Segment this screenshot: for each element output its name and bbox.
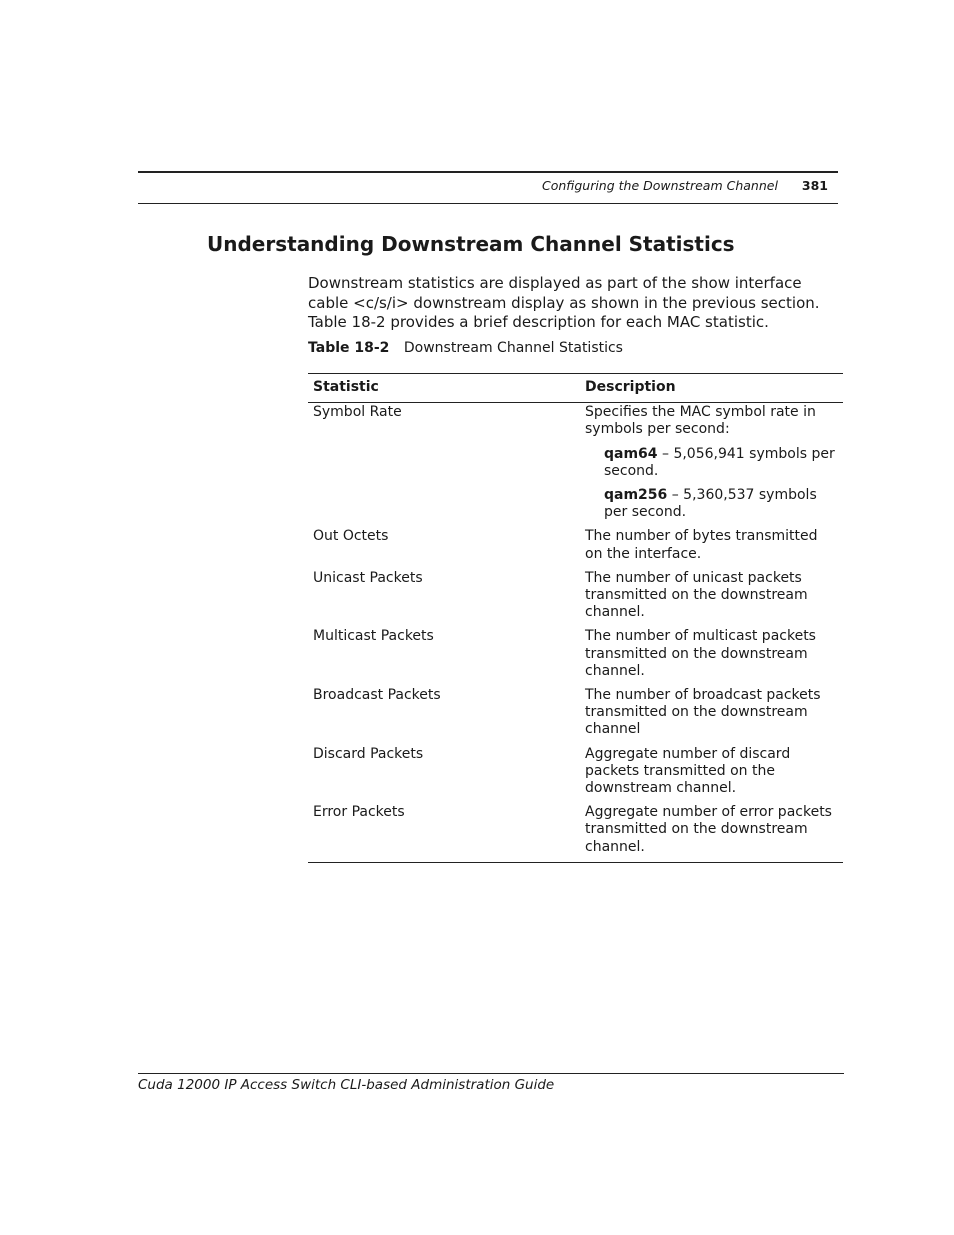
description-cell: Aggregate number of discard packets transmitted on the downstream channel.	[585, 745, 791, 797]
footer-text: Cuda 12000 IP Access Switch CLI-based Administration Guide	[138, 1077, 555, 1093]
table-caption-title: Downstream Channel Statistics	[403, 340, 623, 356]
statistic-cell: Discard Packets	[313, 745, 424, 762]
table-row	[308, 746, 843, 805]
description-cell: The number of broadcast packets transmitted on the downstream channel	[585, 687, 821, 738]
table-row	[308, 687, 843, 746]
table-caption-number: Table 18-2	[308, 340, 390, 356]
table-row	[308, 403, 843, 529]
statistic-cell: Symbol Rate	[313, 404, 402, 421]
table-row	[308, 628, 843, 687]
header-description: Description	[580, 374, 843, 403]
footer-rule	[138, 1073, 844, 1074]
description-cell: The number of multicast packets transmitted on the downstream channel.	[585, 628, 816, 679]
chapter-title: Configuring the Downstream Channel	[541, 178, 778, 193]
table-row	[308, 528, 843, 569]
table-row	[308, 804, 843, 862]
intro-paragraph: Downstream statistics are displayed as part of the show interface cable <c/s/i> downstream display as shown in the previous section. Table 18-2 provides a brief description for each MAC statistic.	[308, 274, 820, 332]
statistics-table	[308, 373, 843, 863]
statistic-cell: Unicast Packets	[313, 569, 423, 586]
description-text: Specifies the MAC symbol rate in symbols per second:	[585, 404, 816, 438]
sub-item	[585, 446, 838, 480]
table-header-row	[308, 374, 843, 403]
statistic-cell: Multicast Packets	[313, 628, 434, 645]
header-bottom-rule	[138, 203, 838, 204]
sub-item-term: qam256	[604, 487, 668, 504]
sub-item-term: qam64	[604, 445, 658, 462]
description-cell	[580, 403, 843, 529]
statistic-cell: Broadcast Packets	[313, 687, 441, 704]
table-caption	[308, 340, 623, 356]
description-cell: The number of bytes transmitted on the interface.	[585, 528, 818, 562]
header-top-rule	[138, 171, 838, 173]
sub-item-text: – 5,056,941 symbols per second.	[604, 445, 835, 479]
description-cell: Aggregate number of error packets transmitted on the downstream channel.	[580, 804, 843, 862]
sub-item-text: – 5,360,537 symbols per second.	[604, 487, 817, 521]
statistic-cell: Out Octets	[313, 528, 389, 545]
header-statistic: Statistic	[308, 374, 580, 403]
sub-item	[585, 487, 838, 521]
table-row	[308, 570, 843, 629]
description-cell: The number of unicast packets transmitted on the downstream channel.	[585, 569, 808, 621]
section-title: Understanding Downstream Channel Statistics	[207, 232, 735, 256]
running-header	[542, 178, 828, 193]
statistic-cell: Error Packets	[308, 804, 580, 862]
page-number: 381	[801, 178, 828, 193]
